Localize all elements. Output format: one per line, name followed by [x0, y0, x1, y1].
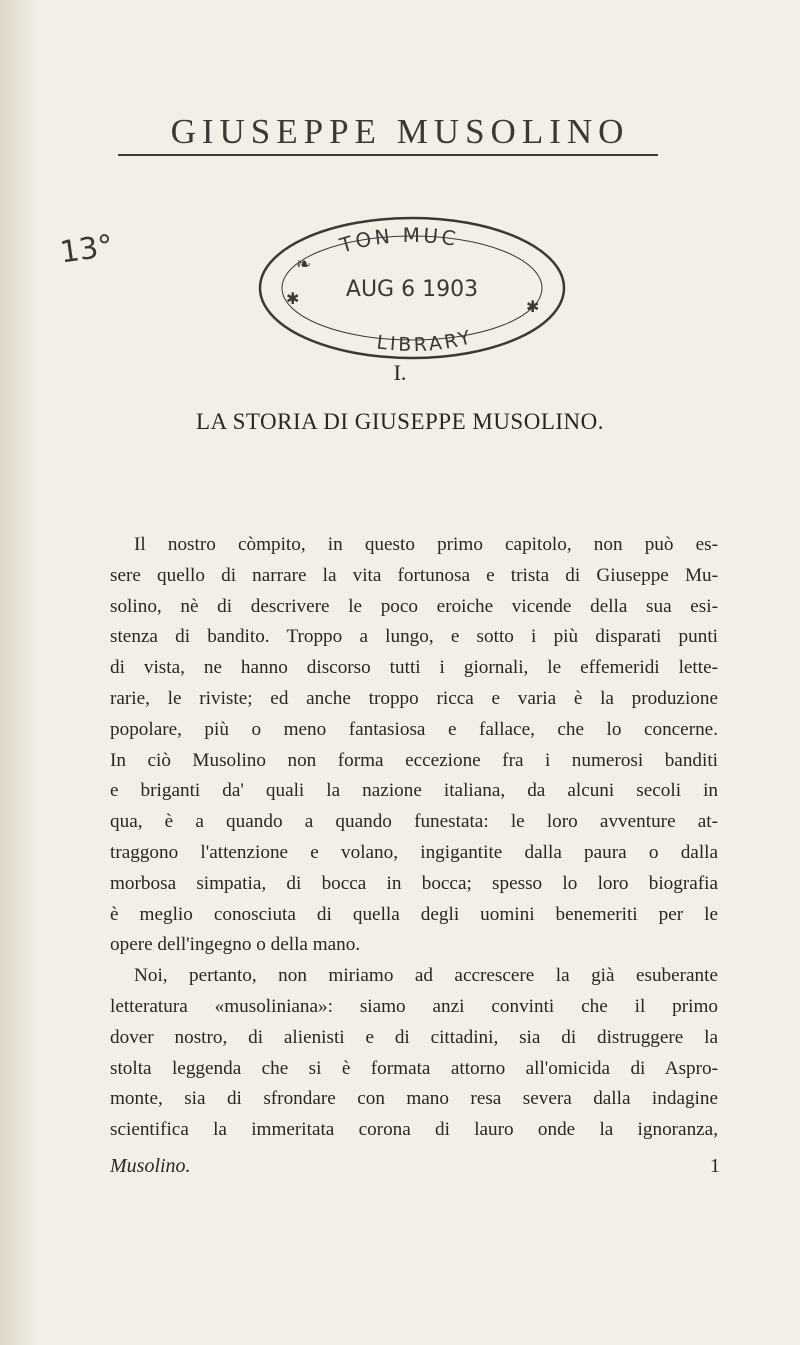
stamp-date: AUG 6 1903: [345, 277, 479, 302]
text-line: solino, nè di descrivere le poco eroiche vicende della sua esi-: [110, 595, 718, 617]
text-line: qua, è a quando a quando funestata: le loro avventure at-: [110, 811, 718, 833]
text-line: è meglio conosciuta di quella degli uomini benemeriti per le: [110, 903, 718, 925]
stamp-star-left-icon: ✱: [286, 291, 300, 308]
text-line: sere quello di narrare la vita fortunosa e trista di Giuseppe Mu-: [110, 564, 718, 586]
title-rule: [118, 154, 658, 156]
text-line: In ciò Musolino non forma eccezione fra i numerosi banditi: [110, 749, 718, 771]
text-line: scientifica la immeritata corona di lauro onde la ignoranza,: [110, 1119, 718, 1141]
text-line: Il nostro còmpito, in questo primo capitolo, non può es-: [134, 534, 718, 555]
text-line: stenza di bandito. Troppo a lungo, e sotto i più disparati punti: [110, 626, 718, 648]
signature-mark: Musolino.: [110, 1155, 191, 1177]
library-stamp: [242, 212, 582, 364]
chapter-number: I.: [393, 360, 407, 385]
text-line: dover nostro, di alienisti e di cittadini, sia di distruggere la: [110, 1026, 718, 1048]
stamp-bottom-text: LIBRARY: [375, 325, 476, 357]
text-line: popolare, più o meno fantasiosa e fallace, che lo concerne.: [110, 718, 718, 740]
page-number: 1: [710, 1155, 720, 1177]
margin-handwritten-mark: 13°: [57, 228, 116, 271]
text-line: di vista, ne hanno discorso tutti i giornali, le effemeridi lette-: [110, 657, 718, 679]
page-edge-stain: [0, 0, 40, 1345]
running-title: GIUSEPPE MUSOLINO: [170, 112, 630, 151]
page-footer: [110, 1155, 720, 1178]
text-line: Noi, pertanto, non miriamo ad accrescere la già esuberante: [134, 965, 718, 987]
text-line: morbosa simpatia, di bocca in bocca; spesso lo loro biografia: [110, 872, 718, 894]
text-line: letteratura «musoliniana»: siamo anzi convinti che il primo: [110, 995, 718, 1017]
paragraph-1: [110, 530, 718, 961]
stamp-emblem-icon: ❧: [296, 254, 312, 274]
stamp-top-text: TON MUC: [336, 222, 461, 258]
chapter-title: LA STORIA DI GIUSEPPE MUSOLINO.: [195, 409, 605, 434]
body-text: [110, 530, 718, 1146]
text-line: traggono l'attenzione e volano, ingigantite dalla paura o dalla: [110, 841, 718, 863]
paragraph-2: [110, 961, 718, 1146]
text-line: rarie, le riviste; ed anche troppo ricca e varia è la produzione: [110, 687, 718, 709]
text-line: e briganti da' quali la nazione italiana, da alcuni secoli in: [110, 780, 718, 802]
text-line: opere dell'ingegno o della mano.: [110, 934, 361, 956]
stamp-star-right-icon: ✱: [526, 299, 540, 316]
text-line: stolta leggenda che si è formata attorno all'omicida di Aspro-: [110, 1057, 718, 1079]
text-line: monte, sia di sfrondare con mano resa severa dalla indagine: [110, 1088, 718, 1110]
